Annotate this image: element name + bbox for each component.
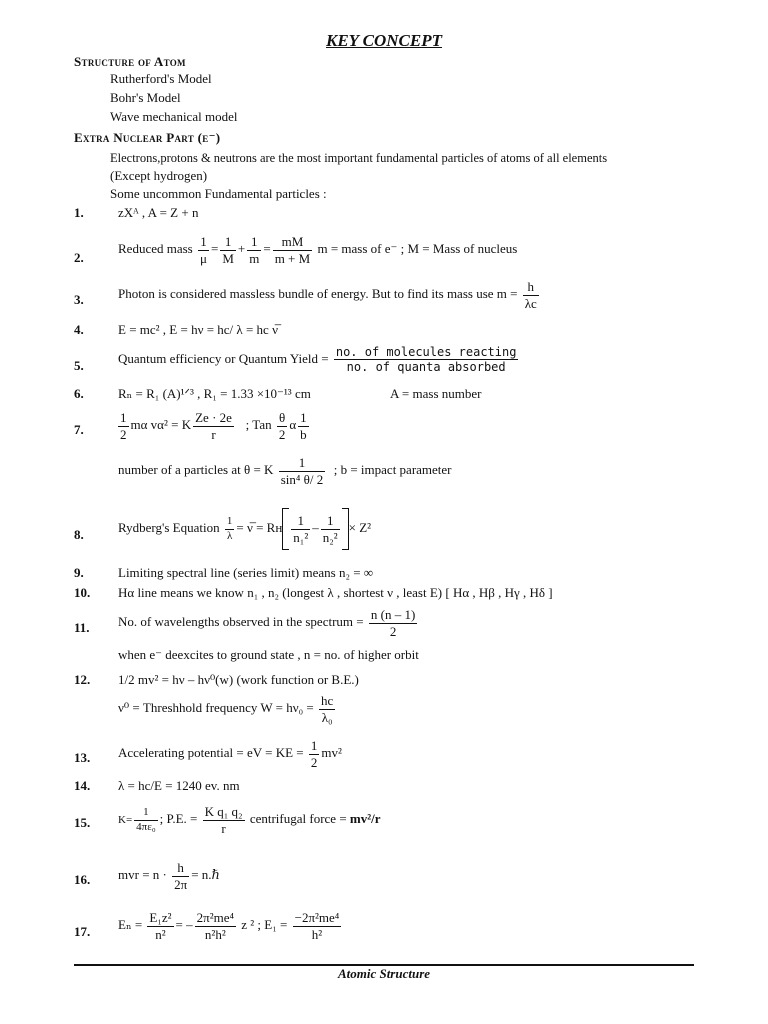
- list-item: Rutherford's Model: [110, 71, 212, 86]
- fraction: [220, 234, 236, 266]
- numerator: 1: [298, 455, 306, 470]
- item-number: 14.: [74, 778, 91, 793]
- denominator: m: [249, 250, 260, 266]
- numerator: 1: [326, 512, 334, 528]
- item-number: 9.: [74, 565, 84, 580]
- denominator: 2: [278, 426, 286, 442]
- fraction: [291, 513, 310, 545]
- denominator: M: [222, 250, 234, 266]
- item-number: 17.: [74, 924, 91, 939]
- text: Photon is considered massless bundle of energy. But to find its mass use m =: [118, 286, 518, 302]
- label: Rydberg's Equation: [118, 519, 220, 535]
- text: = ν̅ = Rʜ: [236, 519, 283, 535]
- denominator: m + M: [274, 250, 311, 266]
- fraction: [118, 410, 129, 442]
- formula-coulomb: [118, 804, 381, 836]
- list-item: Wave mechanical model: [110, 109, 238, 124]
- bracket-left: [282, 508, 289, 550]
- list-item: Bohr's Model: [110, 90, 181, 105]
- formula-energy: [118, 910, 343, 942]
- formula-rydberg: Rydberg's Equation $\frac{1}{\lambda}$ = ν̅ = Rʜ $\frac{1}{\text{n₁²}}$ – $\frac{1}{\text{n₂²}}$ × Z²: [118, 508, 371, 550]
- fraction: [319, 693, 335, 725]
- denominator: h²: [293, 926, 342, 943]
- denominator: sin⁴ θ/ 2: [280, 471, 324, 487]
- numerator: K q₁ q₂: [204, 804, 243, 819]
- item-number: 5.: [74, 358, 84, 373]
- bracket-right: [342, 508, 349, 550]
- numerator: 1: [200, 234, 207, 249]
- formula-threshold: [118, 693, 337, 725]
- formula: λ = hc/E = 1240 ev. nm: [118, 778, 240, 793]
- item-number: 13.: [74, 750, 91, 765]
- fraction: [225, 515, 235, 542]
- footer-title: Atomic Structure: [337, 966, 431, 981]
- numerator: −2π²me⁴: [294, 910, 340, 925]
- paragraph: Some uncommon Fundamental particles :: [110, 186, 327, 201]
- denominator: λc: [524, 295, 537, 311]
- text: number of a particles at θ = K: [118, 462, 274, 478]
- numerator: θ: [278, 410, 286, 425]
- text: K=: [118, 814, 133, 827]
- fraction: [279, 455, 326, 487]
- denominator: 2: [369, 623, 417, 640]
- item-number: 15.: [74, 815, 91, 830]
- item-number: 2.: [74, 250, 84, 265]
- item-number: 6.: [74, 386, 84, 401]
- paragraph: (Except hydrogen): [110, 168, 208, 183]
- item-number: 16.: [74, 872, 91, 887]
- denominator: 4πε₀: [136, 820, 156, 833]
- formula-wavelengths: [118, 607, 419, 639]
- denominator: n²: [147, 926, 173, 943]
- numerator: no. of molecules reacting: [335, 345, 517, 359]
- numerator: Ze · 2e: [195, 410, 232, 425]
- text: = n.ℏ: [191, 867, 220, 883]
- text: ; P.E. =: [159, 811, 198, 827]
- text: × Z²: [348, 519, 372, 535]
- numerator: E₁z²: [149, 910, 172, 925]
- formula-quantum-yield: [118, 345, 520, 375]
- section-heading-structure: Structure of Atom: [74, 54, 186, 69]
- formula-reduced-mass: Reduced mass $\frac{1}{\mu}$ = $\frac{1}{M}$ + $\frac{1}{m}$ = $\frac{mM}{m + M}$ m = mass of e⁻ ; M = Mass of nucleus: [118, 234, 518, 266]
- text: No. of wavelengths observed in the spectrum =: [118, 614, 364, 630]
- numerator: 1: [224, 234, 232, 249]
- fraction: [147, 910, 173, 942]
- fraction: [198, 234, 209, 266]
- fraction: [321, 513, 340, 545]
- text: Quantum efficiency or Quantum Yield =: [118, 350, 329, 366]
- denominator: r: [203, 820, 245, 837]
- fraction: [523, 279, 539, 311]
- numerator: 1: [120, 410, 127, 425]
- fraction: [298, 410, 309, 442]
- text: z ² ; E₁ =: [241, 917, 288, 933]
- denominator: b: [300, 426, 307, 442]
- numerator: hc: [320, 693, 334, 708]
- item-number: 4.: [74, 322, 84, 337]
- fraction: [334, 345, 519, 375]
- numerator: n (n – 1): [370, 607, 416, 622]
- formula: Hα line means we know n₁ , n₂ (longest λ , shortest ν , least E) [ Hα , Hβ , Hγ , Hδ ]: [118, 585, 553, 600]
- text: = –: [175, 917, 193, 933]
- formula: Rₙ = R₁ (A)¹ᐟ³ , R₁ = 1.33 ×10⁻¹³ cm: [118, 386, 311, 401]
- text: mvr = n ·: [118, 867, 167, 883]
- denominator: λ₀: [319, 709, 335, 726]
- item-number: 1.: [74, 205, 84, 220]
- text: mv²: [321, 745, 342, 761]
- numerator: h: [177, 860, 184, 875]
- formula: 1/2 mv² = hν – hν⁰(w) (work function or B.E.): [118, 672, 359, 687]
- formula-angular-momentum: [118, 860, 220, 892]
- numerator: 1: [251, 234, 258, 249]
- fraction: [293, 910, 342, 942]
- text: mα vα² = K: [130, 417, 192, 433]
- numerator: 1: [310, 738, 318, 753]
- item-number: 3.: [74, 292, 84, 307]
- item-number: 7.: [74, 422, 84, 437]
- text: m = mass of e⁻ ; M = Mass of nucleus: [317, 241, 518, 257]
- text: ; Tan: [245, 417, 272, 433]
- formula: zXᴬ , A = Z + n: [118, 205, 199, 220]
- fraction: [193, 410, 234, 442]
- fraction: [195, 910, 236, 942]
- numerator: 1: [143, 806, 149, 819]
- formula-rutherford: [116, 410, 311, 442]
- formula-particles-angle: [118, 455, 452, 487]
- item-number: 12.: [74, 672, 91, 687]
- denominator: no. of quanta absorbed: [334, 359, 519, 374]
- paragraph: Electrons,protons & neutrons are the most important fundamental particles of atoms of all elements: [110, 151, 608, 165]
- text: α: [289, 417, 297, 433]
- item-number: 11.: [74, 620, 90, 635]
- fraction: [309, 738, 320, 770]
- text: Eₙ =: [118, 917, 143, 933]
- fraction: [134, 806, 158, 833]
- fraction: [273, 234, 313, 266]
- denominator: 2π: [174, 876, 188, 892]
- text: Accelerating potential = eV = KE =: [118, 745, 304, 761]
- formula: E = mc² , E = hν = hc/ λ = hc ν̅: [118, 322, 278, 337]
- denominator: n₁²: [293, 529, 309, 545]
- numerator: 1: [297, 512, 304, 528]
- numerator: 2π²me⁴: [196, 910, 235, 925]
- text: ν⁰ = Threshhold frequency W = hν₀ =: [118, 700, 314, 716]
- denominator: μ: [199, 250, 207, 266]
- item-number: 8.: [74, 527, 84, 542]
- label: Reduced mass: [118, 241, 193, 257]
- numerator: mM: [281, 234, 304, 249]
- denominator: 2: [310, 754, 318, 770]
- denominator: n²h²: [195, 926, 236, 943]
- fraction: [277, 410, 288, 442]
- denominator: n₂²: [322, 529, 338, 545]
- denominator: λ: [225, 529, 235, 543]
- numerator: 1: [300, 410, 307, 425]
- page-title: KEY CONCEPT: [325, 31, 443, 50]
- denominator: 2: [120, 426, 127, 442]
- text: centrifugal force =: [249, 811, 347, 827]
- denominator: r: [193, 426, 234, 443]
- text: ; b = impact parameter: [333, 462, 452, 478]
- formula-photon-mass: [118, 279, 541, 311]
- text: mv²/r: [349, 811, 381, 827]
- formula-accelerating-potential: [118, 738, 342, 770]
- text: A = mass number: [390, 386, 482, 401]
- formula: Limiting spectral line (series limit) means n₂ = ∞: [118, 565, 374, 580]
- fraction: [172, 860, 189, 892]
- section-heading-extra-nuclear: Extra Nuclear Part (e⁻): [74, 130, 221, 145]
- numerator: h: [527, 279, 534, 294]
- text: when e⁻ deexcites to ground state , n = no. of higher orbit: [118, 647, 419, 662]
- fraction: [369, 607, 417, 639]
- numerator: 1: [226, 515, 233, 528]
- item-number: 10.: [74, 585, 91, 600]
- fraction: [247, 234, 261, 266]
- fraction: [203, 804, 245, 836]
